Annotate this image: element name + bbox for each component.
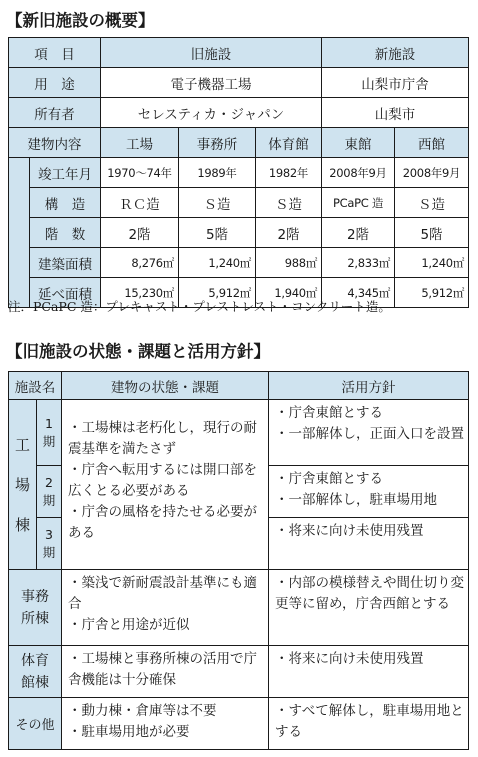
row-label: 建築面積 xyxy=(30,248,101,278)
row-label: 構 造 xyxy=(30,188,101,218)
building-office: 事務所 xyxy=(179,128,256,158)
gym-name: 体育 館棟 xyxy=(9,646,62,698)
factory-policy-2: ・庁舎東館とする ・一部解体し，駐車場用地 xyxy=(269,466,469,518)
value-cell: 8,276㎡ xyxy=(101,248,179,278)
owner-new: 山梨市 xyxy=(322,98,469,128)
phase-3: 3 期 xyxy=(37,518,62,570)
value-cell: Ｓ造 xyxy=(395,188,469,218)
overview-table xyxy=(8,37,469,308)
value-cell: 2008年9月 xyxy=(322,158,395,188)
other-state: ・動力棟・倉庫等は不要 ・駐車場用地が必要 xyxy=(62,698,269,750)
value-cell: 1,240㎡ xyxy=(395,248,469,278)
value-cell: 1982年 xyxy=(256,158,322,188)
building-factory: 工場 xyxy=(101,128,179,158)
office-policy: ・内部の模様替えや間仕切り変更等に留め，庁舎西館とする xyxy=(269,570,469,646)
row-label: 延べ面積 xyxy=(30,278,101,308)
header-facility: 施設名 xyxy=(9,372,62,400)
factory-policy-1: ・庁舎東館とする ・一部解体し，正面入口を設置 xyxy=(269,400,469,466)
header-old: 旧施設 xyxy=(101,38,322,68)
row-label: 竣工年月 xyxy=(30,158,101,188)
owner-label: 所有者 xyxy=(9,98,101,128)
value-cell: 2階 xyxy=(322,218,395,248)
value-cell: 5,912㎡ xyxy=(395,278,469,308)
other-policy: ・すべて解体し，駐車場用地とする xyxy=(269,698,469,750)
building-west: 西館 xyxy=(395,128,469,158)
building-gym: 体育館 xyxy=(256,128,322,158)
value-cell: 15,230㎡ xyxy=(101,278,179,308)
value-cell: Ｓ造 xyxy=(179,188,256,218)
phase-2: 2 期 xyxy=(37,466,62,518)
value-cell: 5階 xyxy=(179,218,256,248)
value-cell: 1970～74年 xyxy=(101,158,179,188)
owner-old: セレスティカ・ジャパン xyxy=(101,98,322,128)
buildings-label: 建物内容 xyxy=(9,128,101,158)
value-cell: 2,833㎡ xyxy=(322,248,395,278)
value-cell: 1989年 xyxy=(179,158,256,188)
gym-state: ・工場棟と事務所棟の活用で庁舎機能は十分確保 xyxy=(62,646,269,698)
factory-policy-3: ・将来に向け未使用残置 xyxy=(269,518,469,570)
section2-title: 【旧施設の状態・課題と活用方針】 xyxy=(6,342,270,361)
value-cell: 2階 xyxy=(256,218,322,248)
policy-table xyxy=(8,371,469,750)
value-cell: PCaPC 造 xyxy=(322,188,395,218)
factory-state: ・工場棟は老朽化し，現行の耐震基準を満たさず ・庁舎へ転用するには開口部を広くとる必要がある ・庁舎の風格を持たせる必要がある xyxy=(62,400,269,570)
value-cell: ＲＣ造 xyxy=(101,188,179,218)
building-east: 東館 xyxy=(322,128,395,158)
other-name: その他 xyxy=(9,698,62,750)
value-cell: 2階 xyxy=(101,218,179,248)
value-cell: 5,912㎡ xyxy=(179,278,256,308)
office-name: 事務 所棟 xyxy=(9,570,62,646)
gym-policy: ・将来に向け未使用残置 xyxy=(269,646,469,698)
value-cell: 988㎡ xyxy=(256,248,322,278)
header-policy: 活用方針 xyxy=(269,372,469,400)
header-new: 新施設 xyxy=(322,38,469,68)
usage-label: 用 途 xyxy=(9,68,101,98)
section1-title: 【新旧施設の概要】 xyxy=(6,11,155,30)
usage-new: 山梨市庁舎 xyxy=(322,68,469,98)
factory-name: 工 場 棟 xyxy=(9,400,37,570)
footnote: 注．PCaPC 造：プレキャスト・プレストレスト・コンクリート造。 xyxy=(8,299,391,314)
value-cell: 1,940㎡ xyxy=(256,278,322,308)
usage-old: 電子機器工場 xyxy=(101,68,322,98)
phase-1: 1 期 xyxy=(37,400,62,466)
spacer-cell xyxy=(9,158,30,308)
value-cell: 1,240㎡ xyxy=(179,248,256,278)
value-cell: 4,345㎡ xyxy=(322,278,395,308)
value-cell: 2008年9月 xyxy=(395,158,469,188)
office-state: ・築浅で新耐震設計基準にも適合 ・庁舎と用途が近似 xyxy=(62,570,269,646)
header-item: 項 目 xyxy=(9,38,101,68)
header-state: 建物の状態・課題 xyxy=(62,372,269,400)
value-cell: Ｓ造 xyxy=(256,188,322,218)
row-label: 階 数 xyxy=(30,218,101,248)
value-cell: 5階 xyxy=(395,218,469,248)
